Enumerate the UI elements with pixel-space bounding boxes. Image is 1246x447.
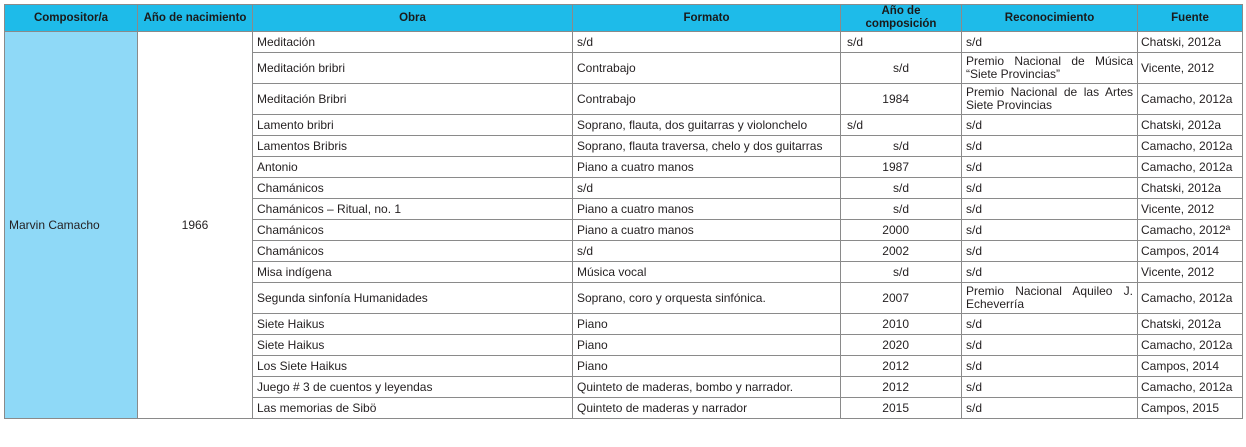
header-birth-year: Año de nacimiento [138,5,253,32]
year-cell: s/d [841,136,962,157]
year-cell: 1984 [841,84,962,115]
recognition-cell: s/d [962,178,1138,199]
year-cell: 1987 [841,157,962,178]
format-cell: Piano a cuatro manos [573,220,841,241]
recognition-cell: s/d [962,32,1138,53]
work-cell: Segunda sinfonía Humanidades [253,283,573,314]
recognition-cell: s/d [962,335,1138,356]
source-cell: Camacho, 2012a [1138,335,1243,356]
format-cell: Soprano, flauta, dos guitarras y violonchelo [573,115,841,136]
source-cell: Vicente, 2012 [1138,53,1243,84]
year-cell: 2012 [841,356,962,377]
recognition-cell: s/d [962,262,1138,283]
source-cell: Camacho, 2012a [1138,377,1243,398]
source-cell: Vicente, 2012 [1138,262,1243,283]
work-cell: Chamánicos [253,178,573,199]
header-composition-year: Año de composición [841,5,962,32]
year-cell: 2002 [841,241,962,262]
source-cell: Camacho, 2012a [1138,136,1243,157]
format-cell: Quinteto de maderas, bombo y narrador. [573,377,841,398]
source-cell: Camacho, 2012a [1138,157,1243,178]
recognition-cell: s/d [962,220,1138,241]
format-cell: Soprano, flauta traversa, chelo y dos guitarras [573,136,841,157]
format-cell: Soprano, coro y orquesta sinfónica. [573,283,841,314]
year-cell: 2012 [841,377,962,398]
work-cell: Meditación Bribri [253,84,573,115]
format-cell: Piano [573,314,841,335]
format-cell: s/d [573,241,841,262]
recognition-cell: s/d [962,199,1138,220]
format-cell: Contrabajo [573,84,841,115]
header-recognition: Reconocimiento [962,5,1138,32]
header-row [5,5,1243,32]
format-cell: s/d [573,32,841,53]
format-cell: s/d [573,178,841,199]
header-source: Fuente [1138,5,1243,32]
work-cell: Chamánicos [253,220,573,241]
work-cell: Lamento bribri [253,115,573,136]
format-cell: Piano a cuatro manos [573,199,841,220]
recognition-cell: s/d [962,157,1138,178]
work-cell: Siete Haikus [253,335,573,356]
source-cell: Campos, 2014 [1138,356,1243,377]
year-cell: s/d [841,115,962,136]
format-cell: Piano [573,356,841,377]
format-cell: Contrabajo [573,53,841,84]
source-cell: Chatski, 2012a [1138,115,1243,136]
recognition-cell: Premio Nacional de las Artes Siete Provincias [962,84,1138,115]
birth-year-cell: 1966 [138,32,253,419]
year-cell: s/d [841,262,962,283]
work-cell: Misa indígena [253,262,573,283]
year-cell: s/d [841,178,962,199]
work-cell: Las memorias de Sibö [253,398,573,419]
work-cell: Meditación [253,32,573,53]
source-cell: Chatski, 2012a [1138,178,1243,199]
header-work: Obra [253,5,573,32]
works-table [4,4,1243,419]
source-cell: Chatski, 2012a [1138,32,1243,53]
source-cell: Camacho, 2012ª [1138,220,1243,241]
recognition-cell: s/d [962,115,1138,136]
source-cell: Vicente, 2012 [1138,199,1243,220]
year-cell: 2015 [841,398,962,419]
work-cell: Juego # 3 de cuentos y leyendas [253,377,573,398]
year-cell: 2010 [841,314,962,335]
table-row [5,32,1243,53]
recognition-cell: s/d [962,241,1138,262]
year-cell: s/d [841,53,962,84]
source-cell: Campos, 2015 [1138,398,1243,419]
format-cell: Quinteto de maderas y narrador [573,398,841,419]
work-cell: Chamánicos – Ritual, no. 1 [253,199,573,220]
year-cell: 2020 [841,335,962,356]
year-cell: s/d [841,32,962,53]
header-composer: Compositor/a [5,5,138,32]
recognition-cell: s/d [962,377,1138,398]
format-cell: Piano a cuatro manos [573,157,841,178]
work-cell: Meditación bribri [253,53,573,84]
year-cell: 2000 [841,220,962,241]
source-cell: Chatski, 2012a [1138,314,1243,335]
work-cell: Siete Haikus [253,314,573,335]
work-cell: Los Siete Haikus [253,356,573,377]
source-cell: Camacho, 2012a [1138,283,1243,314]
recognition-cell: Premio Nacional de Música “Siete Provincias” [962,53,1138,84]
format-cell: Música vocal [573,262,841,283]
source-cell: Campos, 2014 [1138,241,1243,262]
recognition-cell: s/d [962,356,1138,377]
source-cell: Camacho, 2012a [1138,84,1243,115]
format-cell: Piano [573,335,841,356]
work-cell: Chamánicos [253,241,573,262]
year-cell: s/d [841,199,962,220]
recognition-cell: Premio Nacional Aquileo J. Echeverría [962,283,1138,314]
recognition-cell: s/d [962,398,1138,419]
year-cell: 2007 [841,283,962,314]
recognition-cell: s/d [962,314,1138,335]
composer-cell: Marvin Camacho [5,32,138,419]
recognition-cell: s/d [962,136,1138,157]
work-cell: Antonio [253,157,573,178]
work-cell: Lamentos Bribris [253,136,573,157]
header-format: Formato [573,5,841,32]
